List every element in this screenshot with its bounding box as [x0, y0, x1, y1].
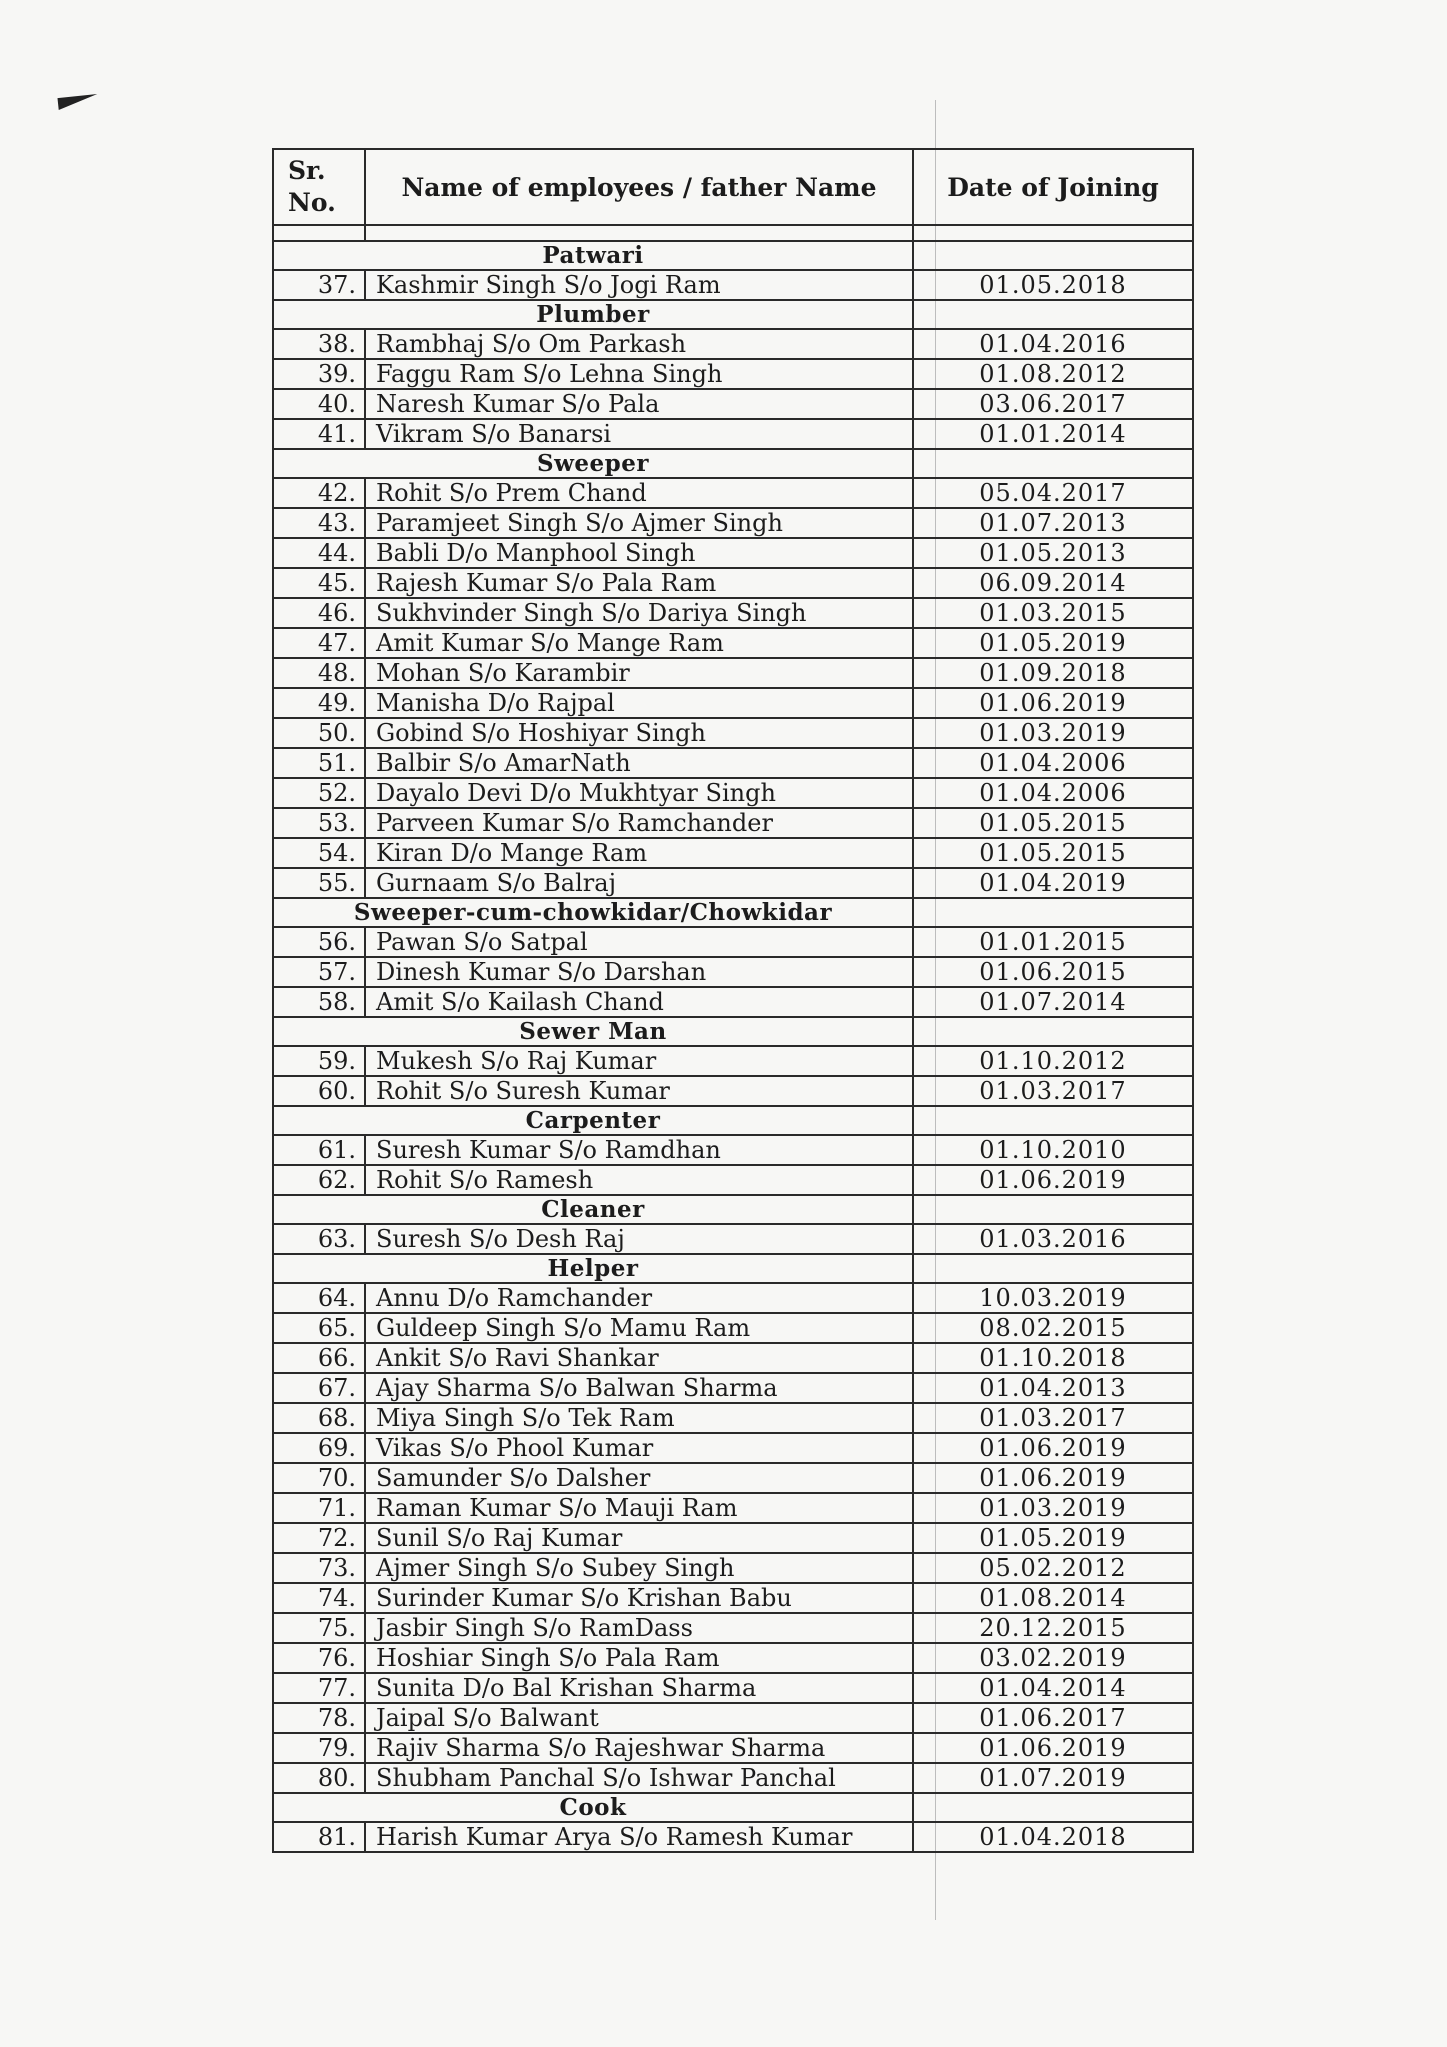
- section-date-cell: [913, 1254, 1193, 1283]
- table-row: [273, 748, 1193, 778]
- table-row: [273, 1135, 1193, 1165]
- header-spacer-row: [273, 225, 1193, 241]
- table-row: [273, 1046, 1193, 1076]
- joining-date-cell: 01.05.2018: [913, 270, 1193, 300]
- table-row: [273, 359, 1193, 389]
- section-header-row: [273, 241, 1193, 270]
- table-row: [273, 1403, 1193, 1433]
- table-row: [273, 808, 1193, 838]
- sr-no-cell: 67.: [273, 1373, 365, 1403]
- sr-no-cell: 52.: [273, 778, 365, 808]
- table-row: [273, 389, 1193, 419]
- employee-name-cell: Annu D/o Ramchander: [365, 1283, 913, 1313]
- employee-table-page: [272, 148, 1192, 1853]
- table-row: [273, 1224, 1193, 1254]
- section-title: Cook: [273, 1793, 913, 1822]
- joining-date-cell: 20.12.2015: [913, 1613, 1193, 1643]
- table-row: [273, 1613, 1193, 1643]
- joining-date-cell: 01.03.2019: [913, 1493, 1193, 1523]
- table-row: [273, 838, 1193, 868]
- section-title: Plumber: [273, 300, 913, 329]
- section-header-row: [273, 1106, 1193, 1135]
- table-row: [273, 1643, 1193, 1673]
- section-date-cell: [913, 1017, 1193, 1046]
- table-row: [273, 927, 1193, 957]
- employee-name-cell: Jasbir Singh S/o RamDass: [365, 1613, 913, 1643]
- joining-date-cell: 01.06.2019: [913, 1433, 1193, 1463]
- section-date-cell: [913, 1195, 1193, 1224]
- joining-date-cell: 01.04.2006: [913, 778, 1193, 808]
- joining-date-cell: 01.03.2015: [913, 598, 1193, 628]
- sr-no-cell: 77.: [273, 1673, 365, 1703]
- joining-date-cell: 01.03.2016: [913, 1224, 1193, 1254]
- section-title: Sewer Man: [273, 1017, 913, 1046]
- joining-date-cell: 01.06.2019: [913, 1733, 1193, 1763]
- joining-date-cell: 01.03.2019: [913, 718, 1193, 748]
- table-row: [273, 270, 1193, 300]
- employee-name-cell: Rambhaj S/o Om Parkash: [365, 329, 913, 359]
- employee-name-cell: Mukesh S/o Raj Kumar: [365, 1046, 913, 1076]
- employee-name-cell: Amit S/o Kailash Chand: [365, 987, 913, 1017]
- sr-no-cell: 45.: [273, 568, 365, 598]
- employee-name-cell: Surinder Kumar S/o Krishan Babu: [365, 1583, 913, 1613]
- sr-no-cell: 71.: [273, 1493, 365, 1523]
- table-row: [273, 568, 1193, 598]
- joining-date-cell: 01.10.2018: [913, 1343, 1193, 1373]
- sr-no-cell: 58.: [273, 987, 365, 1017]
- table-row: [273, 1373, 1193, 1403]
- sr-no-cell: 49.: [273, 688, 365, 718]
- joining-date-cell: 03.02.2019: [913, 1643, 1193, 1673]
- sr-no-cell: 68.: [273, 1403, 365, 1433]
- sr-no-cell: 40.: [273, 389, 365, 419]
- joining-date-cell: 05.04.2017: [913, 478, 1193, 508]
- employee-name-cell: Vikas S/o Phool Kumar: [365, 1433, 913, 1463]
- joining-date-cell: 01.03.2017: [913, 1403, 1193, 1433]
- table-row: [273, 987, 1193, 1017]
- joining-date-cell: 01.05.2015: [913, 838, 1193, 868]
- section-header-row: [273, 1254, 1193, 1283]
- employee-joining-table: [272, 148, 1194, 1853]
- section-header-row: [273, 1793, 1193, 1822]
- table-row: [273, 688, 1193, 718]
- sr-no-cell: 65.: [273, 1313, 365, 1343]
- sr-no-cell: 37.: [273, 270, 365, 300]
- sr-no-cell: 53.: [273, 808, 365, 838]
- table-row: [273, 1523, 1193, 1553]
- joining-date-cell: 01.06.2015: [913, 957, 1193, 987]
- section-header-row: [273, 1017, 1193, 1046]
- employee-name-cell: Kashmir Singh S/o Jogi Ram: [365, 270, 913, 300]
- employee-name-cell: Gurnaam S/o Balraj: [365, 868, 913, 898]
- table-row: [273, 1076, 1193, 1106]
- employee-name-cell: Shubham Panchal S/o Ishwar Panchal: [365, 1763, 913, 1793]
- section-title: Cleaner: [273, 1195, 913, 1224]
- employee-name-cell: Samunder S/o Dalsher: [365, 1463, 913, 1493]
- table-row: [273, 1283, 1193, 1313]
- sr-no-cell: 73.: [273, 1553, 365, 1583]
- joining-date-cell: 01.04.2013: [913, 1373, 1193, 1403]
- table-row: [273, 868, 1193, 898]
- section-date-cell: [913, 1793, 1193, 1822]
- employee-name-cell: Guldeep Singh S/o Mamu Ram: [365, 1313, 913, 1343]
- sr-no-cell: 69.: [273, 1433, 365, 1463]
- joining-date-cell: 03.06.2017: [913, 389, 1193, 419]
- sr-no-cell: 72.: [273, 1523, 365, 1553]
- sr-no-cell: 63.: [273, 1224, 365, 1254]
- employee-name-cell: Vikram S/o Banarsi: [365, 419, 913, 449]
- sr-no-cell: 43.: [273, 508, 365, 538]
- sr-no-cell: 62.: [273, 1165, 365, 1195]
- joining-date-cell: 10.03.2019: [913, 1283, 1193, 1313]
- employee-name-cell: Rohit S/o Prem Chand: [365, 478, 913, 508]
- joining-date-cell: 01.09.2018: [913, 658, 1193, 688]
- employee-name-cell: Sunita D/o Bal Krishan Sharma: [365, 1673, 913, 1703]
- table-row: [273, 598, 1193, 628]
- sr-no-cell: 46.: [273, 598, 365, 628]
- table-row: [273, 1733, 1193, 1763]
- employee-name-cell: Rajesh Kumar S/o Pala Ram: [365, 568, 913, 598]
- employee-name-cell: Balbir S/o AmarNath: [365, 748, 913, 778]
- sr-no-cell: 41.: [273, 419, 365, 449]
- table-body: [273, 225, 1193, 1852]
- header-employee-name: Name of employees / father Name: [365, 149, 913, 225]
- sr-no-cell: 70.: [273, 1463, 365, 1493]
- joining-date-cell: 01.05.2015: [913, 808, 1193, 838]
- joining-date-cell: 01.07.2019: [913, 1763, 1193, 1793]
- employee-name-cell: Mohan S/o Karambir: [365, 658, 913, 688]
- employee-name-cell: Gobind S/o Hoshiyar Singh: [365, 718, 913, 748]
- section-title: Sweeper-cum-chowkidar/Chowkidar: [273, 898, 913, 927]
- joining-date-cell: 01.05.2019: [913, 628, 1193, 658]
- sr-no-cell: 76.: [273, 1643, 365, 1673]
- sr-no-cell: 79.: [273, 1733, 365, 1763]
- sr-no-cell: 81.: [273, 1822, 365, 1852]
- employee-name-cell: Parveen Kumar S/o Ramchander: [365, 808, 913, 838]
- joining-date-cell: 01.10.2012: [913, 1046, 1193, 1076]
- employee-name-cell: Pawan S/o Satpal: [365, 927, 913, 957]
- employee-name-cell: Sukhvinder Singh S/o Dariya Singh: [365, 598, 913, 628]
- employee-name-cell: Suresh S/o Desh Raj: [365, 1224, 913, 1254]
- table-row: [273, 1493, 1193, 1523]
- table-row: [273, 1673, 1193, 1703]
- employee-name-cell: Faggu Ram S/o Lehna Singh: [365, 359, 913, 389]
- table-row: [273, 1553, 1193, 1583]
- table-header-row: [273, 149, 1193, 225]
- section-header-row: [273, 1195, 1193, 1224]
- employee-name-cell: Rohit S/o Suresh Kumar: [365, 1076, 913, 1106]
- table-row: [273, 508, 1193, 538]
- employee-name-cell: Jaipal S/o Balwant: [365, 1703, 913, 1733]
- employee-name-cell: Sunil S/o Raj Kumar: [365, 1523, 913, 1553]
- table-row: [273, 1313, 1193, 1343]
- employee-name-cell: Hoshiar Singh S/o Pala Ram: [365, 1643, 913, 1673]
- sr-no-cell: 59.: [273, 1046, 365, 1076]
- table-row: [273, 1343, 1193, 1373]
- employee-name-cell: Dinesh Kumar S/o Darshan: [365, 957, 913, 987]
- employee-name-cell: Ankit S/o Ravi Shankar: [365, 1343, 913, 1373]
- joining-date-cell: 01.08.2012: [913, 359, 1193, 389]
- table-row: [273, 957, 1193, 987]
- table-row: [273, 1463, 1193, 1493]
- employee-name-cell: Kiran D/o Mange Ram: [365, 838, 913, 868]
- sr-no-cell: 42.: [273, 478, 365, 508]
- section-header-row: [273, 898, 1193, 927]
- employee-name-cell: Manisha D/o Rajpal: [365, 688, 913, 718]
- employee-name-cell: Suresh Kumar S/o Ramdhan: [365, 1135, 913, 1165]
- section-date-cell: [913, 898, 1193, 927]
- section-date-cell: [913, 449, 1193, 478]
- table-row: [273, 778, 1193, 808]
- joining-date-cell: 05.02.2012: [913, 1553, 1193, 1583]
- section-title: Carpenter: [273, 1106, 913, 1135]
- sr-no-cell: 64.: [273, 1283, 365, 1313]
- section-date-cell: [913, 241, 1193, 270]
- section-date-cell: [913, 300, 1193, 329]
- joining-date-cell: 01.04.2006: [913, 748, 1193, 778]
- sr-no-cell: 78.: [273, 1703, 365, 1733]
- table-row: [273, 419, 1193, 449]
- joining-date-cell: 01.05.2013: [913, 538, 1193, 568]
- joining-date-cell: 01.04.2019: [913, 868, 1193, 898]
- joining-date-cell: 01.08.2014: [913, 1583, 1193, 1613]
- joining-date-cell: 01.04.2018: [913, 1822, 1193, 1852]
- sr-no-cell: 47.: [273, 628, 365, 658]
- joining-date-cell: 01.03.2017: [913, 1076, 1193, 1106]
- employee-name-cell: Rohit S/o Ramesh: [365, 1165, 913, 1195]
- sr-no-cell: 38.: [273, 329, 365, 359]
- section-date-cell: [913, 1106, 1193, 1135]
- joining-date-cell: 01.06.2019: [913, 1165, 1193, 1195]
- employee-name-cell: Paramjeet Singh S/o Ajmer Singh: [365, 508, 913, 538]
- section-header-row: [273, 449, 1193, 478]
- joining-date-cell: 01.01.2015: [913, 927, 1193, 957]
- header-sr-no: Sr. No.: [273, 149, 365, 225]
- employee-name-cell: Rajiv Sharma S/o Rajeshwar Sharma: [365, 1733, 913, 1763]
- table-row: [273, 478, 1193, 508]
- joining-date-cell: 01.07.2013: [913, 508, 1193, 538]
- table-row: [273, 1583, 1193, 1613]
- section-title: Helper: [273, 1254, 913, 1283]
- joining-date-cell: 01.04.2016: [913, 329, 1193, 359]
- sr-no-cell: 56.: [273, 927, 365, 957]
- sr-no-cell: 48.: [273, 658, 365, 688]
- joining-date-cell: 01.04.2014: [913, 1673, 1193, 1703]
- joining-date-cell: 01.06.2019: [913, 1463, 1193, 1493]
- sr-no-cell: 57.: [273, 957, 365, 987]
- employee-name-cell: Amit Kumar S/o Mange Ram: [365, 628, 913, 658]
- table-row: [273, 1165, 1193, 1195]
- employee-name-cell: Harish Kumar Arya S/o Ramesh Kumar: [365, 1822, 913, 1852]
- sr-no-cell: 55.: [273, 868, 365, 898]
- sr-no-cell: 80.: [273, 1763, 365, 1793]
- employee-name-cell: Raman Kumar S/o Mauji Ram: [365, 1493, 913, 1523]
- header-date-of-joining: Date of Joining: [913, 149, 1193, 225]
- joining-date-cell: 01.10.2010: [913, 1135, 1193, 1165]
- joining-date-cell: 08.02.2015: [913, 1313, 1193, 1343]
- employee-name-cell: Dayalo Devi D/o Mukhtyar Singh: [365, 778, 913, 808]
- employee-name-cell: Ajmer Singh S/o Subey Singh: [365, 1553, 913, 1583]
- joining-date-cell: 01.06.2017: [913, 1703, 1193, 1733]
- sr-no-cell: 50.: [273, 718, 365, 748]
- table-row: [273, 1763, 1193, 1793]
- joining-date-cell: 01.07.2014: [913, 987, 1193, 1017]
- sr-no-cell: 60.: [273, 1076, 365, 1106]
- table-row: [273, 628, 1193, 658]
- table-row: [273, 658, 1193, 688]
- joining-date-cell: 01.06.2019: [913, 688, 1193, 718]
- employee-name-cell: Miya Singh S/o Tek Ram: [365, 1403, 913, 1433]
- sr-no-cell: 74.: [273, 1583, 365, 1613]
- employee-name-cell: Naresh Kumar S/o Pala: [365, 389, 913, 419]
- employee-name-cell: Ajay Sharma S/o Balwan Sharma: [365, 1373, 913, 1403]
- sr-no-cell: 44.: [273, 538, 365, 568]
- sr-no-cell: 61.: [273, 1135, 365, 1165]
- employee-name-cell: Babli D/o Manphool Singh: [365, 538, 913, 568]
- sr-no-cell: 54.: [273, 838, 365, 868]
- table-row: [273, 1703, 1193, 1733]
- table-row: [273, 718, 1193, 748]
- table-row: [273, 329, 1193, 359]
- section-title: Sweeper: [273, 449, 913, 478]
- sr-no-cell: 66.: [273, 1343, 365, 1373]
- scan-corner-mark: [57, 94, 98, 110]
- joining-date-cell: 01.01.2014: [913, 419, 1193, 449]
- table-row: [273, 1822, 1193, 1852]
- sr-no-cell: 39.: [273, 359, 365, 389]
- sr-no-cell: 51.: [273, 748, 365, 778]
- table-row: [273, 538, 1193, 568]
- section-header-row: [273, 300, 1193, 329]
- joining-date-cell: 01.05.2019: [913, 1523, 1193, 1553]
- joining-date-cell: 06.09.2014: [913, 568, 1193, 598]
- section-title: Patwari: [273, 241, 913, 270]
- sr-no-cell: 75.: [273, 1613, 365, 1643]
- table-row: [273, 1433, 1193, 1463]
